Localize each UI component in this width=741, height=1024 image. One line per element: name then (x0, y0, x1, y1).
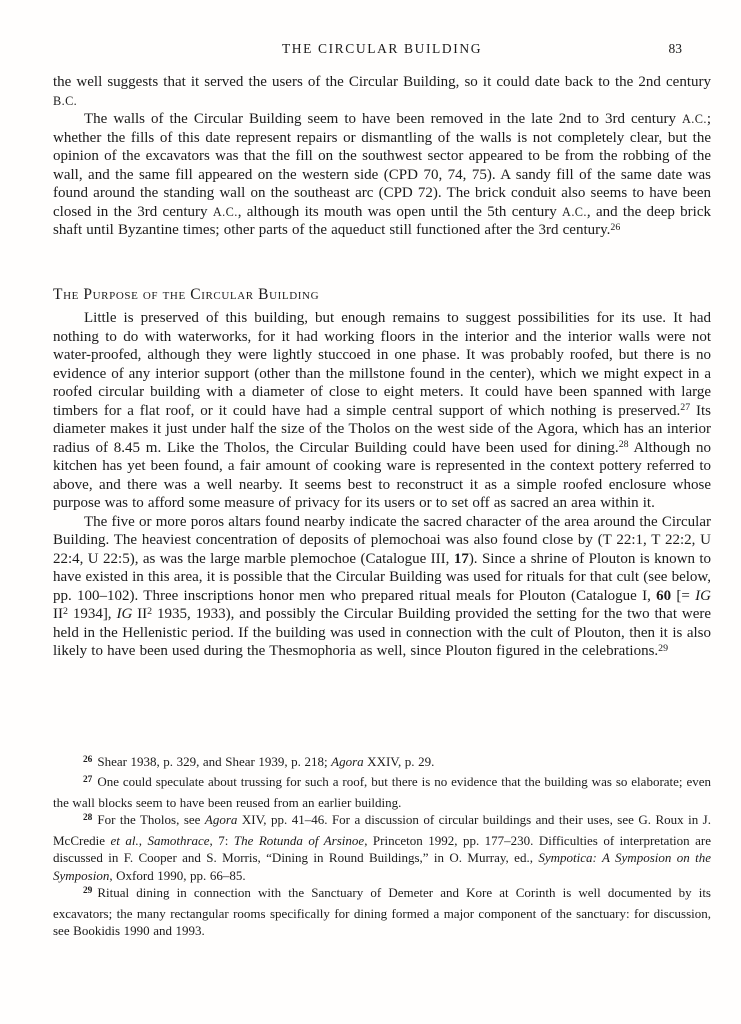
paragraph-altars: The five or more poros altars found nearby indicate the sacred character of the area around the Circular Building. The heaviest concentration of deposits of plemochoai was also found close by (T 22:1, T 22:2, U 22:4, U 22:5), as was the large marble plemochoe (Catalogue III, 17). Since a shrine of Plouton is known to have existed in this area, it is possible that the Circular Building was used for rituals for that cult (see below, pp. 100–102). Three inscriptions honor men who prepared ritual meals for Plouton (Catalogue I, 60 [= IG $II^2$ 1934], IG $II^2$ 1935, 1933), and possibly the Circular Building provided the setting for the two that were held in the Hellenistic period. If the building was used in connection with the cult of Plouton, then it is also likely to have been used during the Thesmophoria as well, since Plouton figured in the celebrations.$^{29}$ (53, 513, 712, 659)
footnote-text: Ritual dining in connection with the Sanctuary of Demeter and Kore at Corinth is well documented by its excavators; the many rectangular rooms specifically for dining formed a major component of the sanctuary: for discussion, see Bookidis 1990 and 1993. (53, 885, 711, 938)
footnote-text: Shear 1938, p. 329, and Shear 1939, p. 218; Agora XXIV, p. 29. (97, 753, 435, 769)
footnote-number: 29 (83, 886, 93, 897)
footnote (53, 811, 711, 884)
footnote (53, 773, 711, 811)
paragraph-continuation: the well suggests that it served the users of the Circular Building, so it could date back to the 2nd century B.C. (53, 74, 711, 108)
footnote-number: 27 (83, 775, 93, 786)
running-head: THE CIRCULAR BUILDING (281, 41, 483, 56)
section-heading: The Purpose of the Circular Building (53, 285, 320, 303)
text-block (53, 40, 711, 940)
footnote-number: 28 (83, 813, 93, 824)
paragraph-purpose: Little is preserved of this building, but enough remains to suggest possibilities for its use. It had nothing to do with waterworks, for it had working floors in the interior and the interior walls were not water-proofed, although they were lightly stuccoed in one phase. It was probably roofed, but there is no evidence of any interior support (other than the millstone found in the center), which we might expect in a roofed circular building with a diameter of close to eight meters. It could have been spanned with large timbers for a flat roof, or it could have had a simple central support of which nothing is preserved.$^{27}$ Its diameter makes it just under half the size of the Tholos on the west side of the Agora, which has an interior radius of 8.45 m. Like the Tholos, the Circular Building could have been used for dining.$^{28}$ Although no kitchen has yet been found, a fair amount of cooking ware is represented in the context pottery referred to above, and there was a well nearby. It seems best to reconstruct it as a simple roofed enclosure whose purpose was to afford some measure of privacy for its users or to set off as sacred an area within it. (53, 310, 711, 511)
footnote-text: For the Tholos, see Agora XIV, pp. 41–46. For a discussion of circular buildings and their uses, see G. Roux in J. McCredie et al., Samothrace, 7: The Rotunda of Arsinoe, Princeton 1992, pp. 177–230. Difficulties of interpretation are discussed in F. Cooper and S. Morris, “Dining in Round Buildings,” in O. Murray, ed., Sympotica: A Symposion on the Symposion, Oxford 1990, pp. 66–85. (53, 812, 712, 883)
body-text (53, 73, 711, 940)
footnote (53, 753, 711, 774)
footnote-number: 26 (83, 754, 93, 765)
page-number: 83 (668, 41, 682, 56)
footnote (53, 884, 711, 940)
footnotes (53, 753, 711, 940)
paragraph-walls: The walls of the Circular Building seem to have been removed in the late 2nd to 3rd century A.C.; whether the fills of this date represent repairs or dismantling of the walls is not completely clear, but the opinion of the excavators was that the fill on the southwest sector appeared to be from the robbing of the wall, and the same fill appeared on the western side (CPD 70, 74, 75). A sandy fill of the same date was found around the standing wall on the southeast arc (CPD 72). The brick conduit also seems to have been closed in the 3rd century A.C., although its mouth was open until the 5th century A.C., and the deep brick shaft until Byzantine times; other parts of the aqueduct still functioned after the 3rd century.$^{26}$ (53, 111, 712, 238)
page-header (53, 40, 711, 58)
footnote-text: One could speculate about trussing for such a roof, but there is no evidence that the building was so elaborate; even the wall blocks seem to have been reused from an earlier building. (53, 774, 711, 810)
